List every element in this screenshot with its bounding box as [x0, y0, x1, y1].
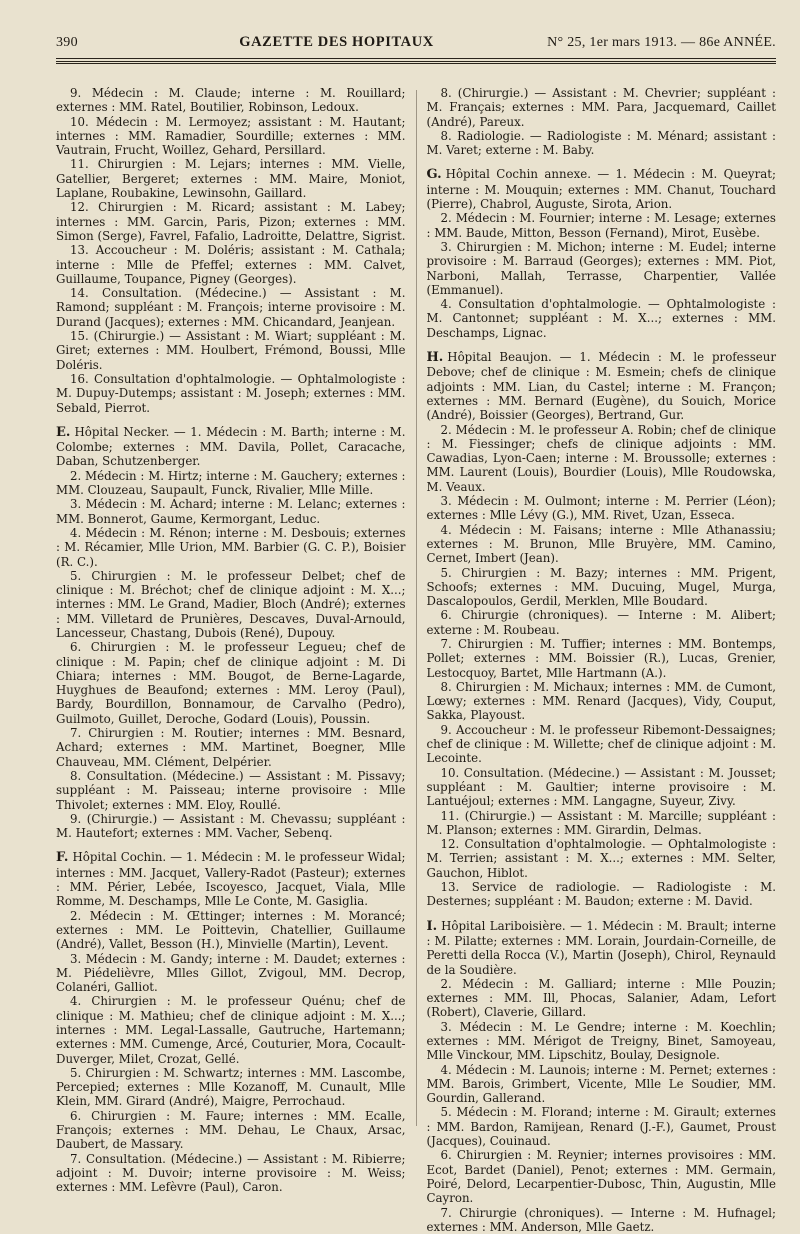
entry-paragraph: 5. Chirurgien : M. Schwartz; internes : MM. Lascombe, Percepied; externes : Mlle Kozanoff, M. Cunault, Mlle Klein, MM. Girard (André), Maigre, Perrochaud. [56, 1065, 406, 1109]
entry-paragraph: 4. Médecin : M. Launois; interne : M. Pernet; externes : MM. Barois, Grimbert, Vicente, Mlle Le Soudier, MM. Gourdin, Gallerand. [426, 1062, 776, 1106]
entry-paragraph: 9. Médecin : M. Claude; interne : M. Rouillard; externes : MM. Ratel, Boutilier, Robinson, Ledoux. [56, 86, 406, 115]
entry-paragraph: 10. Médecin : M. Lermoyez; assistant : M. Hautant; internes : MM. Ramadier, Sourdille; externes : MM. Vautrain, Frucht, Woillez, Gehard, Persillard. [56, 114, 406, 158]
entry-paragraph: 14. Consultation. (Médecine.) — Assistant : M. Ramond; suppléant : M. François; interne provisoire : M. Durand (Jacques); externes : MM. Chicandard, Jeanjean. [56, 286, 406, 329]
section-paragraph [426, 919, 776, 977]
text-columns [56, 86, 776, 1234]
section-text: Hôpital Lariboisière. — 1. Médecin : M. Brault; interne : M. Pilatte; externes : MM. Lorain, Jourdain-Corneille, de Peretti della Rocca (V.), Martin (Joseph), Chirol, Reynauld de la Soudière. [426, 918, 776, 977]
section-letter: H. [426, 350, 444, 366]
page-header [56, 34, 776, 56]
entry-paragraph: 7. Consultation. (Médecine.) — Assistant : M. Ribierre; adjoint : M. Duvoir; interne provisoire : M. Weiss; externes : MM. Lefèvre (Paul), Caron. [56, 1151, 406, 1195]
right-column [426, 86, 776, 1234]
entry-paragraph: 6. Chirurgien : M. le professeur Legueu; chef de clinique : M. Papin; chef de clinique adjoint : M. Di Chiara; internes : MM. Bougot, de Berne-Lagarde, Huyghues de Beaufond; externes : MM. Leroy (Paul), Bardy, Bourdillon, Bonnamour, de Carvalho (Pedro), Guilmoto, Guillet, Deroche, Godard (Louis), Poussin. [56, 640, 406, 726]
entry-paragraph: 3. Médecin : M. Le Gendre; interne : M. Koechlin; externes : MM. Mérigot de Treigny, Binet, Samoyeau, Mlle Vinckour, MM. Lipschitz, Boulay, Designole. [426, 1019, 776, 1063]
issue-info: N° 25, 1er mars 1913. — 86e ANNÉE. [547, 35, 776, 50]
entry-paragraph: 16. Consultation d'ophtalmologie. — Ophtalmologiste : M. Dupuy-Dutemps; assistant : M. Joseph; externes : MM. Sebald, Pierrot. [56, 371, 406, 415]
section-text: Hôpital Beaujon. — 1. Médecin : M. le professeur Debove; chef de clinique : M. Esmein; chefs de clinique adjoints : MM. Lian, du Castel; interne : M. Françon; externes : MM. Bernard (Eugène), du Souich, Morice (André), Boissier (Georges), Bertrand, Gur. [426, 350, 776, 423]
entry-paragraph: 12. Consultation d'ophtalmologie. — Ophtalmologiste : M. Terrien; assistant : M. X...; externes : MM. Selter, Gauchon, Hiblot. [426, 837, 776, 880]
entry-paragraph: 2. Médecin : M. Hirtz; interne : M. Gauchery; externes : MM. Clouzeau, Saupault, Funck, Rivalier, Mlle Mille. [56, 468, 406, 498]
entry-paragraph: 4. Chirurgien : M. le professeur Quénu; chef de clinique : M. Mathieu; chef de clinique adjoint : M. X...; internes : MM. Legal-Lassalle, Gautruche, Hartemann; externes : MM. Cumenge, Arcé, Couturier, Mora, Cocault-Duverger, Milet, Crozat, Gellé. [56, 994, 406, 1066]
entry-paragraph: 11. (Chirurgie.) — Assistant : M. Marcille; suppléant : M. Planson; externes : MM. Girardin, Delmas. [426, 808, 776, 837]
entry-paragraph: 7. Chirurgien : M. Tuffier; internes : MM. Bontemps, Pollet; externes : MM. Boissier (R.), Lucas, Grenier, Lestocquoy, Bartet, Mlle Hartmann (A.). [426, 636, 776, 680]
entry-paragraph: 3. Chirurgien : M. Michon; interne : M. Eudel; interne provisoire : M. Barraud (Georges); externes : MM. Piot, Narboni, Mallah, Terrasse, Charpentier, Vallée (Emmanuel). [426, 239, 776, 297]
section-paragraph [426, 350, 776, 422]
section-text: Hôpital Necker. — 1. Médecin : M. Barth; interne : M. Colombe; externes : MM. Davila, Pollet, Caracache, Daban, Schutzenberger. [56, 424, 406, 469]
entry-paragraph: 2. Médecin : M. Galliard; interne : Mlle Pouzin; externes : MM. Ill, Phocas, Salanier, Adam, Lefort (Robert), Claverie, Gillard. [426, 976, 776, 1020]
entry-paragraph: 3. Médecin : M. Oulmont; interne : M. Perrier (Léon); externes : Mlle Lévy (G.), MM. Rivet, Uzan, Esseca. [426, 494, 776, 523]
entry-paragraph: 8. Chirurgien : M. Michaux; internes : MM. de Cumont, Lœwy; externes : MM. Renard (Jacques), Vidy, Couput, Sakka, Playoust. [426, 679, 776, 723]
entry-paragraph: 7. Chirurgie (chroniques). — Interne : M. Hufnagel; externes : MM. Anderson, Mlle Gaetz. [426, 1205, 776, 1234]
entry-paragraph: 4. Consultation d'ophtalmologie. — Ophtalmologiste : M. Cantonnet; suppléant : M. X...; externes : MM. Deschamps, Lignac. [426, 297, 776, 340]
entry-paragraph: 12. Chirurgien : M. Ricard; assistant : M. Labey; internes : MM. Garcin, Paris, Pizon; externes : MM. Simon (Serge), Favrel, Fafalio, Ladroitte, Delattre, Sigrist. [56, 200, 406, 243]
entry-paragraph: 9. Accoucheur : M. le professeur Ribemont-Dessaignes; chef de clinique : M. Willette; chef de clinique adjoint : M. Lecointe. [426, 722, 776, 766]
section-letter: I. [426, 918, 438, 934]
section-letter: F. [56, 850, 69, 866]
entry-paragraph: 6. Chirurgien : M. Reynier; internes provisoires : MM. Ecot, Bardet (Daniel), Penot; externes : MM. Germain, Poiré, Delord, Lecarpentier-Dubosc, Thin, Augustin, Mlle Cayron. [426, 1148, 776, 1206]
entry-paragraph: 7. Chirurgien : M. Routier; internes : MM. Besnard, Achard; externes : MM. Martinet, Boegner, Mlle Chauveau, MM. Clément, Delpérier. [56, 726, 406, 769]
entry-paragraph: 10. Consultation. (Médecine.) — Assistant : M. Jousset; suppléant : M. Gaultier; interne provisoire : M. Lantuéjoul; externes : MM. Langagne, Suyeur, Zivy. [426, 765, 776, 809]
entry-paragraph: 13. Service de radiologie. — Radiologiste : M. Desternes; suppléant : M. Baudon; externe : M. David. [426, 880, 776, 909]
column-divider [416, 90, 417, 1126]
section-letter: G. [426, 167, 442, 183]
entry-paragraph: 5. Chirurgien : M. le professeur Delbet; chef de clinique : M. Bréchot; chef de clinique adjoint : M. X...; internes : MM. Le Grand, Madier, Bloch (André); externes : MM. Villetard de Prunières, Descaves, Duval-Arnould, Lancesseur, Chastang, Dubois (René), Dupouy. [56, 568, 406, 640]
entry-paragraph: 8. (Chirurgie.) — Assistant : M. Chevrier; suppléant : M. Français; externes : MM. Para, Jacquemard, Caillet (André), Pareux. [426, 86, 776, 129]
section-paragraph [426, 167, 776, 211]
header-rule [56, 58, 776, 59]
entry-paragraph: 11. Chirurgien : M. Lejars; internes : MM. Vielle, Gatellier, Bergeret; externes : MM. Maire, Moniot, Laplane, Roubakine, Lewinsohn, Gaillard. [56, 157, 406, 201]
entry-paragraph: 6. Chirurgien : M. Faure; internes : MM. Ecalle, François; externes : MM. Dehau, Le Chaux, Arsac, Daubert, de Massary. [56, 1108, 406, 1152]
entry-paragraph: 3. Médecin : M. Achard; interne : M. Lelanc; externes : MM. Bonnerot, Gaume, Kermorgant, Leduc. [56, 497, 406, 526]
left-column [56, 86, 406, 1195]
publication-title: GAZETTE DES HOPITAUX [239, 34, 434, 50]
entry-paragraph: 4. Médecin : M. Rénon; interne : M. Desbouis; externes : M. Récamier, Mlle Urion, MM. Barbier (G. C. P.), Boisier (R. C.). [56, 525, 406, 569]
entry-paragraph: 3. Médecin : M. Gandy; interne : M. Daudet; externes : M. Piédelièvre, Mlles Gillot, Zvigoul, MM. Decrop, Colanéri, Galliot. [56, 951, 406, 995]
section-text: Hôpital Cochin annexe. — 1. Médecin : M. Queyrat; interne : M. Mouquin; externes : MM. Chanut, Touchard (Pierre), Chabrol, Auguste, Sirota, Arion. [426, 167, 776, 212]
entry-paragraph: 15. (Chirurgie.) — Assistant : M. Wiart; suppléant : M. Giret; externes : MM. Houlbert, Frémond, Boussi, Mlle Doléris. [56, 329, 406, 372]
entry-paragraph: 8. Consultation. (Médecine.) — Assistant : M. Pissavy; suppléant : M. Paisseau; interne provisoire : Mlle Thivolet; externes : MM. Eloy, Roullé. [56, 768, 406, 812]
entry-paragraph: 2. Médecin : M. Fournier; interne : M. Lesage; externes : MM. Baude, Mitton, Besson (Fernand), Mirot, Eusèbe. [426, 211, 776, 240]
entry-paragraph: 8. Radiologie. — Radiologiste : M. Ménard; assistant : M. Varet; externe : M. Baby. [426, 128, 776, 158]
entry-paragraph: 6. Chirurgie (chroniques). — Interne : M. Alibert; externe : M. Roubeau. [426, 608, 776, 637]
entry-paragraph: 13. Accoucheur : M. Doléris; assistant : M. Cathala; interne : Mlle de Pfeffel; externes : MM. Calvet, Guillaume, Toupance, Pigney (Georges). [56, 243, 406, 286]
entry-paragraph: 5. Médecin : M. Florand; interne : M. Girault; externes : MM. Bardon, Ramijean, Renard (J.-F.), Gaumet, Proust (Jacques), Couinaud. [426, 1105, 776, 1149]
entry-paragraph: 5. Chirurgien : M. Bazy; internes : MM. Prigent, Schoofs; externes : MM. Ducuing, Mugel, Murga, Dascalopoulos, Gerdil, Merklen, Mlle Boudard. [426, 565, 776, 609]
page-number: 390 [56, 35, 78, 50]
entry-paragraph: 9. (Chirurgie.) — Assistant : M. Chevassu; suppléant : M. Hautefort; externes : MM. Vacher, Sebenq. [56, 811, 406, 841]
section-text: Hôpital Cochin. — 1. Médecin : M. le professeur Widal; internes : MM. Jacquet, Vallery-Radot (Pasteur); externes : MM. Périer, Lebée, Iscoyesco, Jacquet, Viala, Mlle Romme, M. Deschamps, Mlle Le Conte, M. Gasiglia. [56, 850, 406, 909]
entry-paragraph: 2. Médecin : M. le professeur A. Robin; chef de clinique : M. Fiessinger; chefs de clinique adjoints : MM. Cawadias, Lyon-Caen; interne : M. Broussolle; externes : MM. Laurent (Louis), Bourdier (Louis), Mlle Roudowska, M. Veaux. [426, 422, 776, 494]
entry-paragraph: 4. Médecin : M. Faisans; interne : Mlle Athanassiu; externes : M. Brunon, Mlle Bruyère, MM. Camino, Cernet, Imbert (Jean). [426, 522, 776, 566]
section-letter: E. [56, 424, 71, 440]
header-double-rule [56, 61, 776, 66]
section-paragraph [56, 425, 406, 469]
section-paragraph [56, 850, 406, 908]
entry-paragraph: 2. Médecin : M. Œttinger; internes : M. Morancé; externes : MM. Le Poittevin, Chatellier, Guillaume (André), Vallet, Besson (H.), Minvielle (Martin), Levent. [56, 908, 406, 952]
